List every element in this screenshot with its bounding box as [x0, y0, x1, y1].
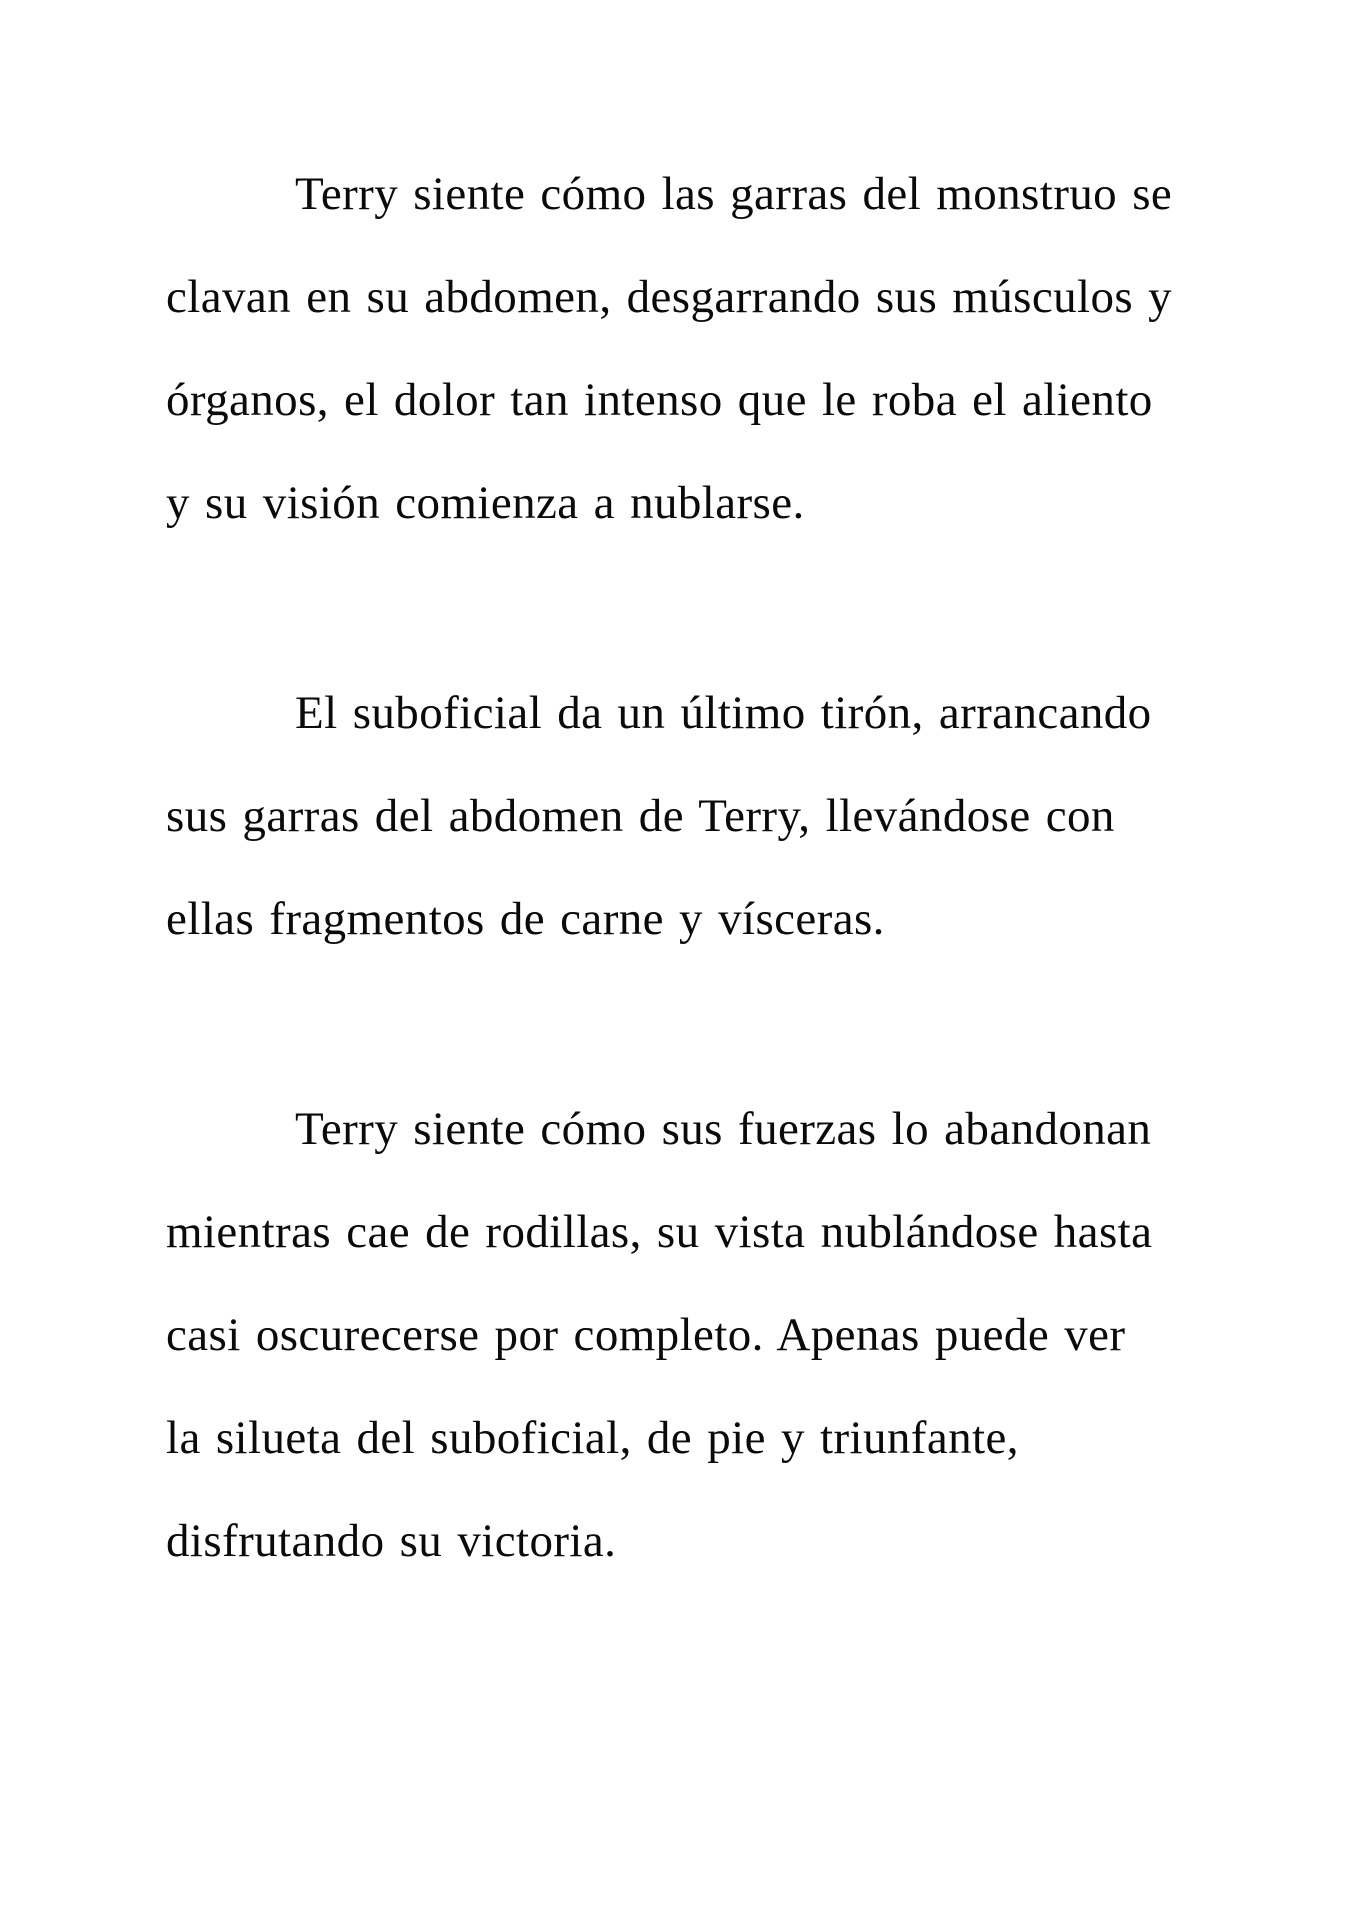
text-line: ellas fragmentos de carne y vísceras. [166, 893, 885, 945]
text-line: la silueta del suboficial, de pie y triunfante, [166, 1412, 1019, 1464]
text-line: disfrutando su victoria. [166, 1515, 617, 1567]
paragraph [166, 662, 1359, 971]
text-line: clavan en su abdomen, desgarrando sus músculos y [166, 271, 1173, 323]
text-line: Terry siente cómo sus fuerzas lo abandonan [295, 1103, 1152, 1155]
text-line: y su visión comienza a nublarse. [166, 477, 805, 529]
text-line: Terry siente cómo las garras del monstruo se [295, 168, 1173, 220]
paragraph [166, 143, 1359, 555]
text-line: sus garras del abdomen de Terry, llevándose con [166, 790, 1115, 842]
text-line: casi oscurecerse por completo. Apenas puede ver [166, 1309, 1126, 1361]
paragraph [166, 1078, 1359, 1593]
text-line: El suboficial da un último tirón, arrancando [295, 687, 1152, 739]
text-line: mientras cae de rodillas, su vista nublándose hasta [166, 1206, 1153, 1258]
text-line: órganos, el dolor tan intenso que le roba el aliento [166, 374, 1153, 426]
